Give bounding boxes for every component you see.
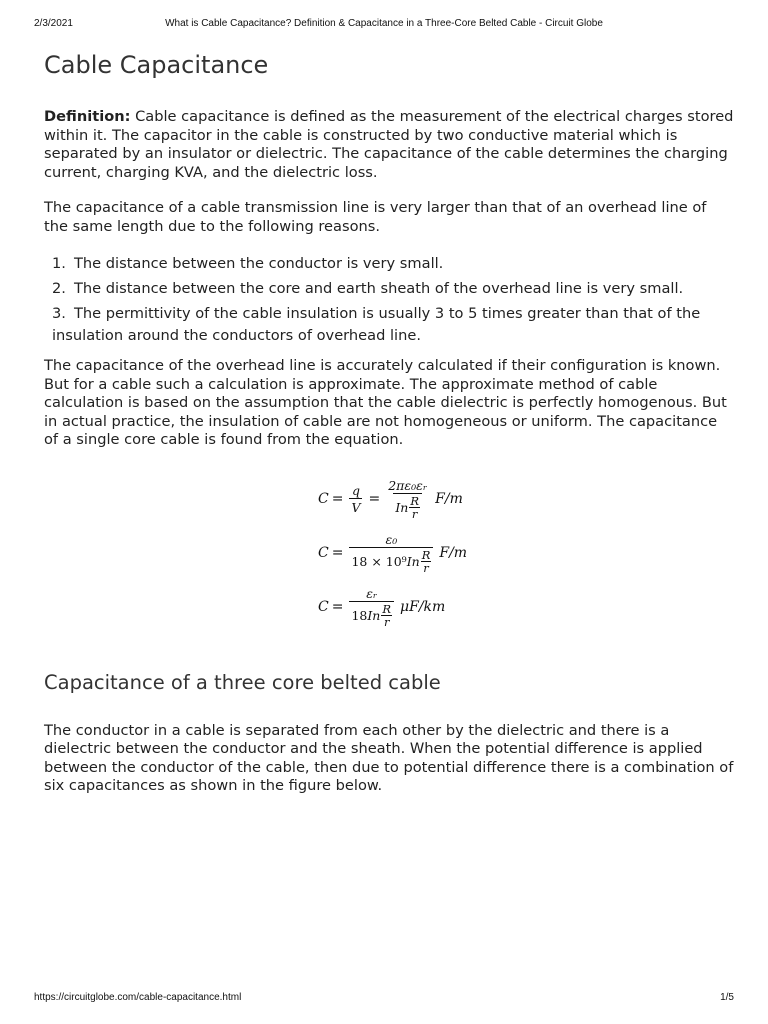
formula-2: C = ε₀ 18 × 10⁹ In $\frac{R}{r}$ F/m (318, 531, 468, 575)
formula-1-fraction: 2πε₀εᵣ In $\frac{R}{r}$ (388, 477, 428, 521)
list-item-number: 1. (52, 255, 66, 272)
reasons-list (44, 253, 734, 347)
section-heading: Capacitance of a three core belted cable (44, 670, 441, 694)
list-item (52, 278, 734, 300)
list-item-number: 3. (52, 305, 66, 322)
formula-2-lhs: C (318, 544, 329, 561)
formula-1: C = $\frac{q}{V}$ = 2πε₀εᵣ In $\frac{R}{r}$ F/m (318, 477, 463, 521)
formula-3-lhs: C (318, 598, 329, 615)
print-header (34, 18, 734, 32)
conductor-paragraph: The conductor in a cable is separated from each other by the dielectric and there is a dielectric between the conductor and the sheath. When the potential difference is applied between the conductor of the cable, then due to potential difference there is a combination of six capacitances as shown in the figure below. (44, 721, 734, 794)
list-item (52, 253, 734, 275)
capacitance-formulas (318, 478, 518, 628)
list-item (52, 303, 734, 347)
formula-1-q-over-v: $\frac{q}{V}$ (351, 482, 361, 515)
definition-label: Definition: (44, 108, 131, 125)
article (44, 44, 734, 796)
print-url: https://circuitglobe.com/cable-capacitance.html (34, 992, 242, 1003)
list-item-number: 2. (52, 280, 66, 297)
formula-3-unit: μF/km (400, 598, 446, 615)
print-footer (34, 992, 734, 1006)
print-page-title: What is Cable Capacitance? Definition & Capacitance in a Three-Core Belted Cable - Circuit Globe (165, 18, 603, 29)
reasons-intro: The capacitance of a cable transmission line is very larger than that of an overhead line of the same length due to the following reasons. (44, 199, 707, 235)
formula-2-unit: F/m (439, 544, 468, 561)
formula-3-fraction: εᵣ 18 In $\frac{R}{r}$ (349, 586, 394, 628)
definition-text: Cable capacitance is defined as the measurement of the electrical charges stored within it. The capacitor in the cable is constructed by two conductive material which is separated by an insulator or dielectric. The capacitance of the cable determines the charging current, charging KVA, and the dielectric loss. (44, 108, 734, 181)
formula-2-fraction: ε₀ 18 × 10⁹ In $\frac{R}{r}$ (349, 532, 433, 574)
print-page-number: 1/5 (720, 992, 734, 1003)
formula-1-unit: F/m (435, 490, 463, 507)
overhead-paragraph: The capacitance of the overhead line is accurately calculated if their configuration is known. But for a cable such a calculation is approximate. The approximate method of cable calculation is based on the assumption that the cable dielectric is perfectly homogenous. But in actual practice, the insulation of cable are not homogeneous or uniform. The capacitance of a single core cable is found from the equation. (44, 357, 727, 448)
print-date: 2/3/2021 (34, 18, 73, 29)
definition-paragraph (44, 108, 734, 182)
formula-3: C = εᵣ 18 In $\frac{R}{r}$ μF/km (318, 585, 446, 629)
formula-1-lhs: C (318, 490, 329, 507)
list-item-text: The distance between the core and earth sheath of the overhead line is very small. (74, 280, 684, 297)
list-item-text: The distance between the conductor is very small. (74, 255, 444, 272)
article-title: Cable Capacitance (44, 51, 269, 79)
list-item-text: The permittivity of the cable insulation is usually 3 to 5 times greater than that of the insulation around the conductors of overhead line. (52, 305, 701, 344)
